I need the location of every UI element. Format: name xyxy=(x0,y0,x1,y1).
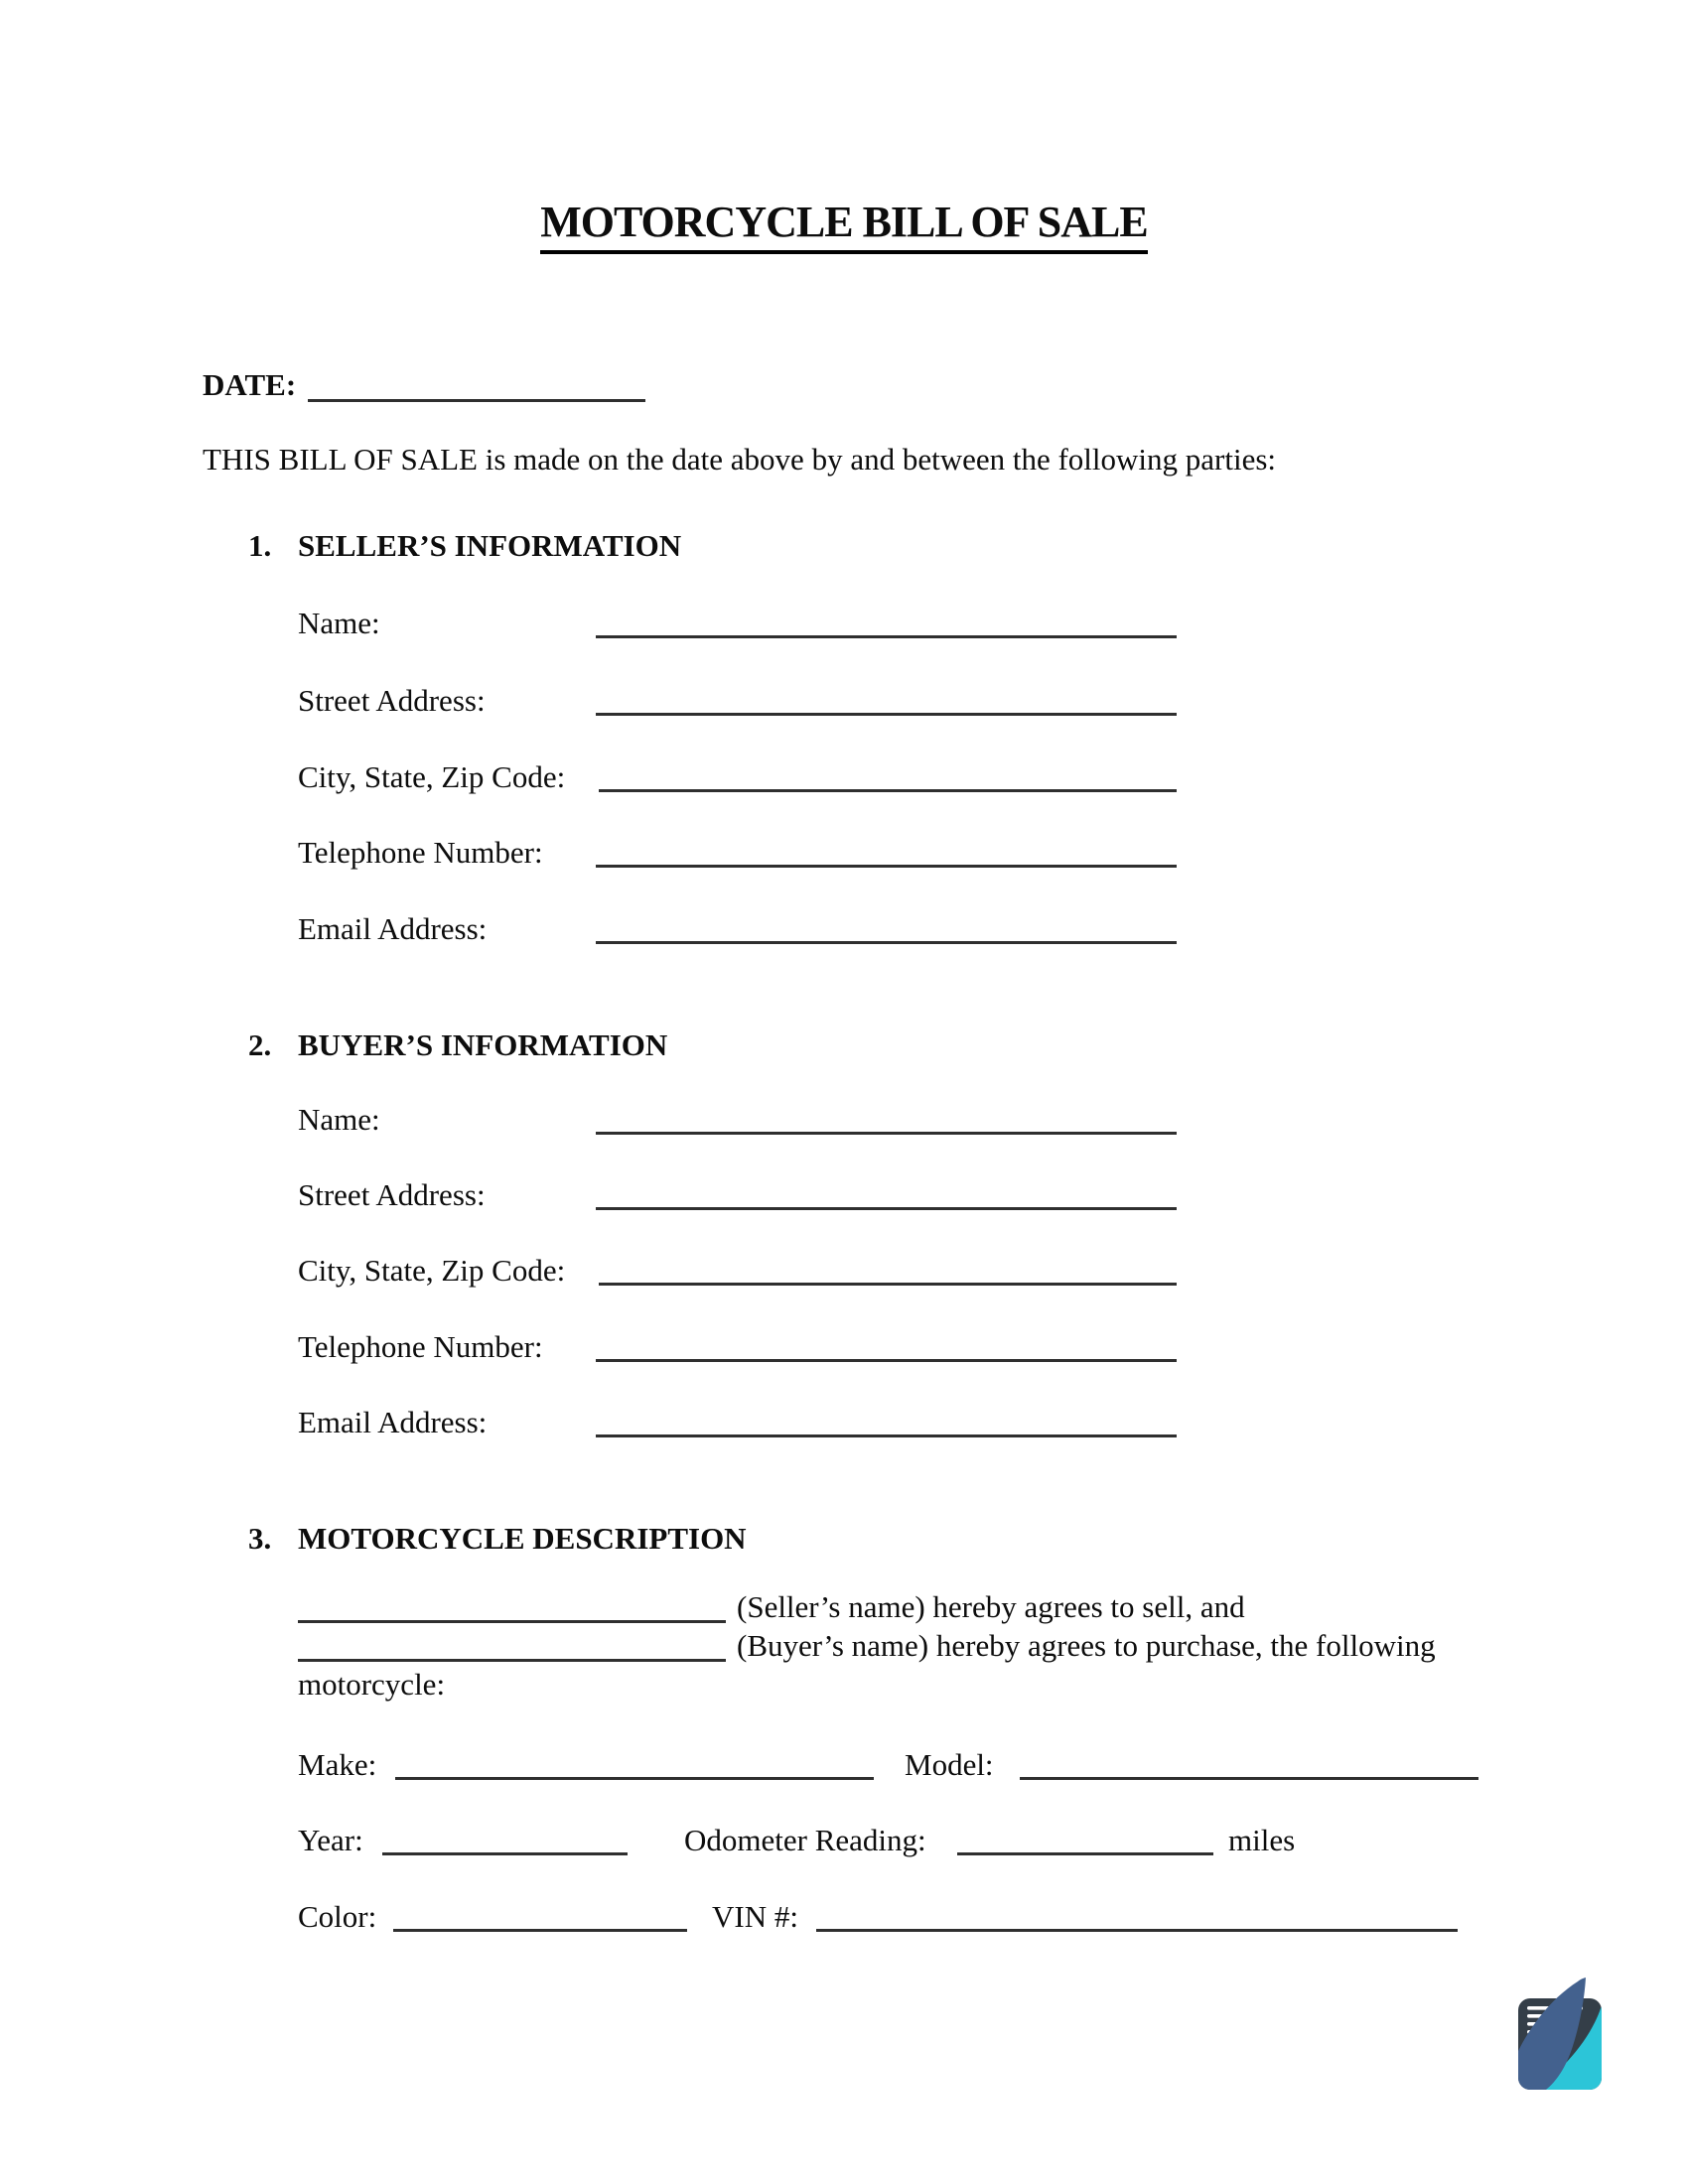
seller-phone-label: Telephone Number: xyxy=(298,835,543,870)
page-title-text: MOTORCYCLE BILL OF SALE xyxy=(540,197,1147,254)
seller-street-label: Street Address: xyxy=(298,683,486,718)
seller-email-input-line[interactable] xyxy=(596,941,1177,944)
seller-street-input-line[interactable] xyxy=(596,713,1177,716)
section-3-heading: MOTORCYCLE DESCRIPTION xyxy=(298,1521,747,1556)
description-seller-text: (Seller’s name) hereby agrees to sell, and xyxy=(737,1589,1245,1624)
section-2-heading: BUYER’S INFORMATION xyxy=(298,1027,668,1062)
formspal-document-logo-icon xyxy=(1518,1978,1604,2090)
odometer-input-line[interactable] xyxy=(957,1852,1213,1855)
buyer-city-label: City, State, Zip Code: xyxy=(298,1253,566,1288)
buyer-name-input-line[interactable] xyxy=(596,1132,1177,1135)
miles-suffix-label: miles xyxy=(1228,1823,1296,1857)
seller-name-input-line[interactable] xyxy=(596,635,1177,638)
buyer-phone-label: Telephone Number: xyxy=(298,1329,543,1364)
seller-email-label: Email Address: xyxy=(298,911,488,946)
intro-paragraph: THIS BILL OF SALE is made on the date above by and between the following parties: xyxy=(203,442,1277,477)
date-input-line[interactable] xyxy=(308,399,645,402)
vin-label: VIN #: xyxy=(712,1899,798,1934)
color-label: Color: xyxy=(298,1899,377,1934)
seller-phone-input-line[interactable] xyxy=(596,865,1177,868)
description-continuation-text: motorcycle: xyxy=(298,1667,446,1702)
buyer-phone-input-line[interactable] xyxy=(596,1359,1177,1362)
model-input-line[interactable] xyxy=(1020,1777,1478,1780)
page-title xyxy=(0,197,1688,254)
color-input-line[interactable] xyxy=(393,1929,687,1932)
seller-city-input-line[interactable] xyxy=(599,789,1177,792)
section-2-number: 2. xyxy=(248,1027,272,1062)
description-buyer-name-blank[interactable] xyxy=(298,1659,726,1662)
description-buyer-text: (Buyer’s name) hereby agrees to purchase, the following xyxy=(737,1628,1436,1663)
buyer-name-label: Name: xyxy=(298,1102,380,1137)
buyer-email-label: Email Address: xyxy=(298,1405,488,1439)
date-label: DATE: xyxy=(203,367,297,402)
odometer-label: Odometer Reading: xyxy=(684,1823,926,1857)
buyer-street-label: Street Address: xyxy=(298,1177,486,1212)
section-1-number: 1. xyxy=(248,528,272,563)
vin-input-line[interactable] xyxy=(816,1929,1458,1932)
buyer-city-input-line[interactable] xyxy=(599,1283,1177,1286)
section-1-heading: SELLER’S INFORMATION xyxy=(298,528,682,563)
year-label: Year: xyxy=(298,1823,363,1857)
seller-name-label: Name: xyxy=(298,606,380,640)
year-input-line[interactable] xyxy=(382,1852,628,1855)
buyer-email-input-line[interactable] xyxy=(596,1434,1177,1437)
buyer-street-input-line[interactable] xyxy=(596,1207,1177,1210)
section-3-number: 3. xyxy=(248,1521,272,1556)
make-input-line[interactable] xyxy=(395,1777,874,1780)
make-label: Make: xyxy=(298,1747,377,1782)
seller-city-label: City, State, Zip Code: xyxy=(298,759,566,794)
description-seller-name-blank[interactable] xyxy=(298,1620,726,1623)
model-label: Model: xyxy=(905,1747,994,1782)
